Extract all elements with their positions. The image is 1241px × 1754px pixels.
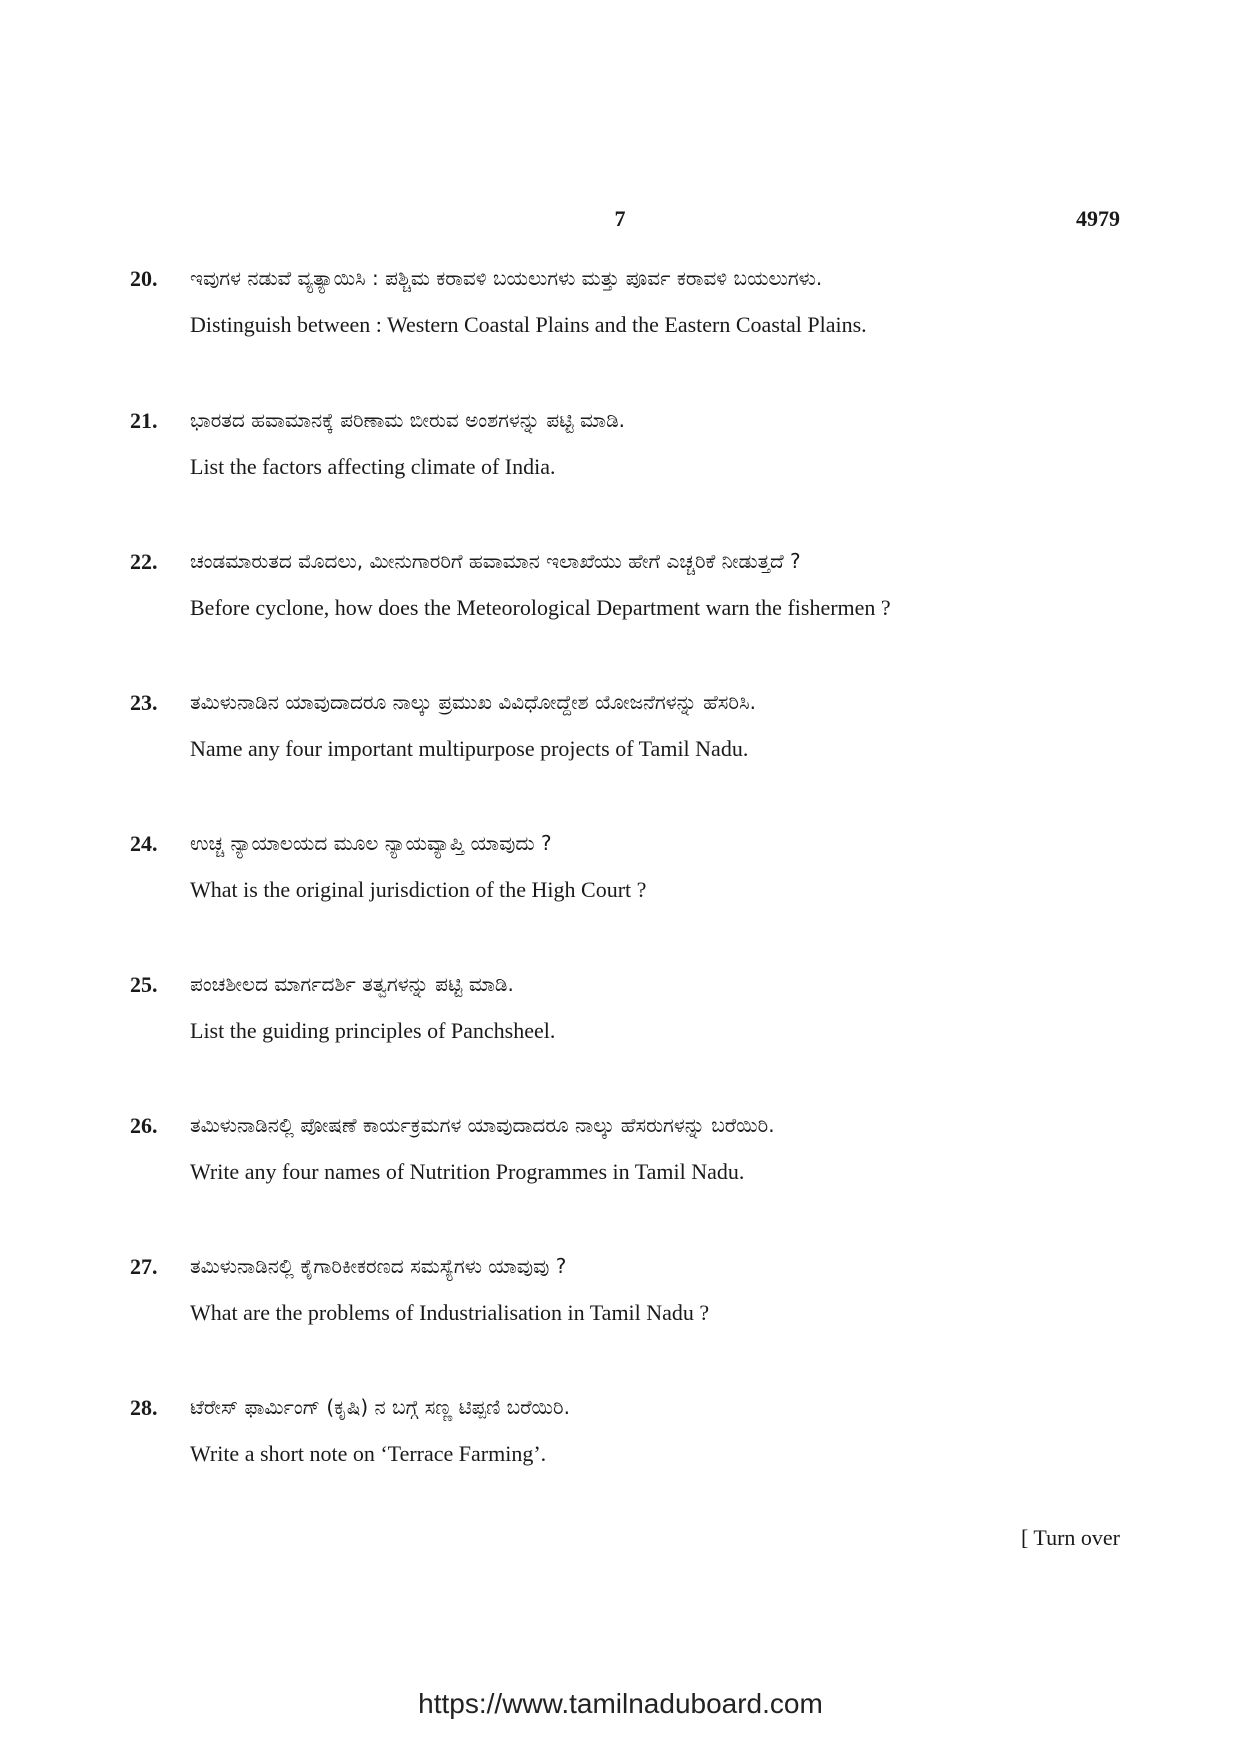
question-number: 23. <box>130 690 158 715</box>
question-number: 25. <box>130 972 158 997</box>
question-text-english: What are the problems of Industrialisation in Tamil Nadu ? <box>190 1300 710 1325</box>
question-text-english: Write any four names of Nutrition Programmes in Tamil Nadu. <box>190 1159 745 1184</box>
question-text-english: Before cyclone, how does the Meteorological Department warn the fishermen ? <box>190 595 891 620</box>
question-number: 21. <box>130 408 158 433</box>
question-text-kannada: ಟೆರೇಸ್ ಫಾರ್ಮಿಂಗ್ (ಕೃಷಿ) ನ ಬಗ್ಗೆ ಸಣ್ಣ ಟಿಪ್ಪಣಿ ಬರೆಯಿರಿ. <box>190 1395 570 1419</box>
question-text-english: List the guiding principles of Panchsheel. <box>190 1018 556 1043</box>
question-text-kannada: ತಮಿಳುನಾಡಿನ ಯಾವುದಾದರೂ ನಾಲ್ಕು ಪ್ರಮುಖ ವಿವಿಧೋದ್ದೇಶ ಯೋಜನೆಗಳನ್ನು ಹೆಸರಿಸಿ. <box>190 690 756 714</box>
question-text-kannada: ಇವುಗಳ ನಡುವೆ ವ್ಯತ್ಯಾಯಿಸಿ : ಪಶ್ಚಿಮ ಕರಾವಳಿ ಬಯಲುಗಳು ಮತ್ತು ಪೂರ್ವ ಕರಾವಳಿ ಬಯಲುಗಳು. <box>190 266 823 290</box>
paper-code: 4979 <box>1076 206 1120 231</box>
question-number: 26. <box>130 1113 158 1138</box>
question-text-english: Write a short note on ‘Terrace Farming’. <box>190 1441 547 1466</box>
question-number: 24. <box>130 831 158 856</box>
question-text-english: What is the original jurisdiction of the High Court ? <box>190 877 647 902</box>
question-text-english: Distinguish between : Western Coastal Plains and the Eastern Coastal Plains. <box>190 312 867 337</box>
question-text-kannada: ತಮಿಳುನಾಡಿನಲ್ಲಿ ಕೈಗಾರಿಕೀಕರಣದ ಸಮಸ್ಯೆಗಳು ಯಾವುವು ? <box>190 1254 567 1278</box>
question-number: 28. <box>130 1395 158 1420</box>
question-text-kannada: ಭಾರತದ ಹವಾಮಾನಕ್ಕೆ ಪರಿಣಾಮ ಬೀರುವ ಅಂಶಗಳನ್ನು ಪಟ್ಟಿ ಮಾಡಿ. <box>190 408 626 432</box>
question-text-kannada: ಉಚ್ಚ ನ್ಯಾಯಾಲಯದ ಮೂಲ ನ್ಯಾಯವ್ಯಾಪ್ತಿ ಯಾವುದು ? <box>190 831 552 855</box>
question-text-kannada: ತಮಿಳುನಾಡಿನಲ್ಲಿ ಪೋಷಣೆ ಕಾರ್ಯಕ್ರಮಗಳ ಯಾವುದಾದರೂ ನಾಲ್ಕು ಹೆಸರುಗಳನ್ನು ಬರೆಯಿರಿ. <box>190 1113 775 1137</box>
footer-url[interactable]: https://www.tamilnaduboard.com <box>418 1688 823 1719</box>
question-text-kannada: ಚಂಡಮಾರುತದ ಮೊದಲು, ಮೀನುಗಾರರಿಗೆ ಹವಾಮಾನ ಇಲಾಖೆಯು ಹೇಗೆ ಎಚ್ಚರಿಕೆ ನೀಡುತ್ತದೆ ? <box>190 549 801 573</box>
question-text-english: List the factors affecting climate of India. <box>190 454 556 479</box>
question-number: 20. <box>130 266 158 291</box>
page-number: 7 <box>614 206 626 231</box>
question-text-kannada: ಪಂಚಶೀಲದ ಮಾರ್ಗದರ್ಶಿ ತತ್ವಗಳನ್ನು ಪಟ್ಟಿ ಮಾಡಿ. <box>190 972 514 996</box>
question-number: 22. <box>130 549 158 574</box>
question-text-english: Name any four important multipurpose projects of Tamil Nadu. <box>190 736 749 761</box>
question-number: 27. <box>130 1254 158 1279</box>
turn-over-note: [ Turn over <box>1020 1525 1120 1550</box>
